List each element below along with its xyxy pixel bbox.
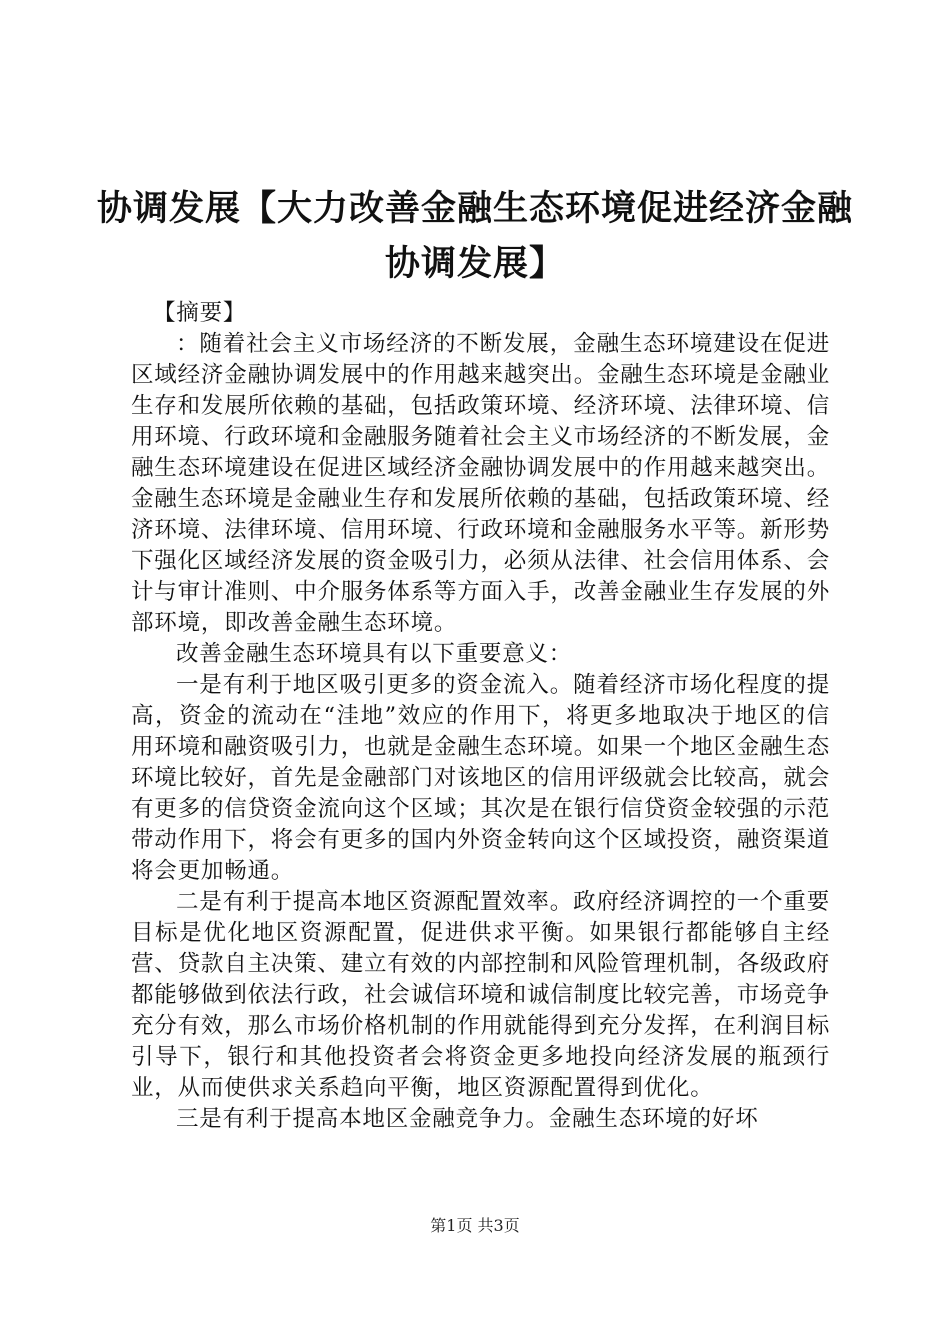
paragraph-point-two: 二是有利于提高本地区资源配置效率。政府经济调控的一个重要目标是优化地区资源配置，促进供求平衡。如果银行都能够自主经营、贷款自主决策、建立有效的内部控制和风险管理机制，各级政府都能够做到依法行政，社会诚信环境和诚信制度比较完善，市场竞争充分有效，那么市场价格机制的作用就能得到充分发挥，在利润目标引导下，银行和其他投资者会将资金更多地投向经济发展的瓶颈行业，从而使供求关系趋向平衡，地区资源配置得到优化。 <box>131 889 831 1101</box>
paragraph-abstract: ：随着社会主义市场经济的不断发展，金融生态环境建设在促进区域经济金融协调发展中的作用越来越突出。金融生态环境是金融业生存和发展所依赖的基础，包括政策环境、经济环境、法律环境、信用环境、行政环境和金融服务随着社会主义市场经济的不断发展，金融生态环境建设在促进区域经济金融协调发展中的作用越来越突出。金融生态环境是金融业生存和发展所依赖的基础，包括政策环境、经济环境、法律环境、信用环境、行政环境和金融服务水平等。新形势下强化区域经济发展的资金吸引力，必须从法律、社会信用体系、会计与审计准则、中介服务体系等方面入手，改善金融业生存发展的外部环境，即改善金融生态环境。 <box>131 331 831 636</box>
paragraph-significance-intro: 改善金融生态环境具有以下重要意义： <box>176 641 573 667</box>
document-title: 协调发展【大力改善金融生态环境促进经济金融协调发展】 <box>96 189 853 284</box>
page-number-footer: 第1页 共3页 <box>430 1216 520 1235</box>
paragraph-point-one: 一是有利于地区吸引更多的资金流入。随着经济市场化程度的提高，资金的流动在“洼地”效应的作用下，将更多地取决于地区的信用环境和融资吸引力，也就是金融生态环境。如果一个地区金融生态环境比较好，首先是金融部门对该地区的信用评级就会比较高，就会有更多的信贷资金流向这个区域；其次是在银行信贷资金较强的示范带动作用下，将会有更多的国内外资金转向这个区域投资，融资渠道将会更加畅通。 <box>131 672 831 884</box>
document-body <box>131 298 830 1135</box>
paragraph-point-three: 三是有利于提高本地区金融竞争力。金融生态环境的好坏 <box>176 1106 759 1132</box>
abstract-label: 【摘要】 <box>153 300 247 326</box>
